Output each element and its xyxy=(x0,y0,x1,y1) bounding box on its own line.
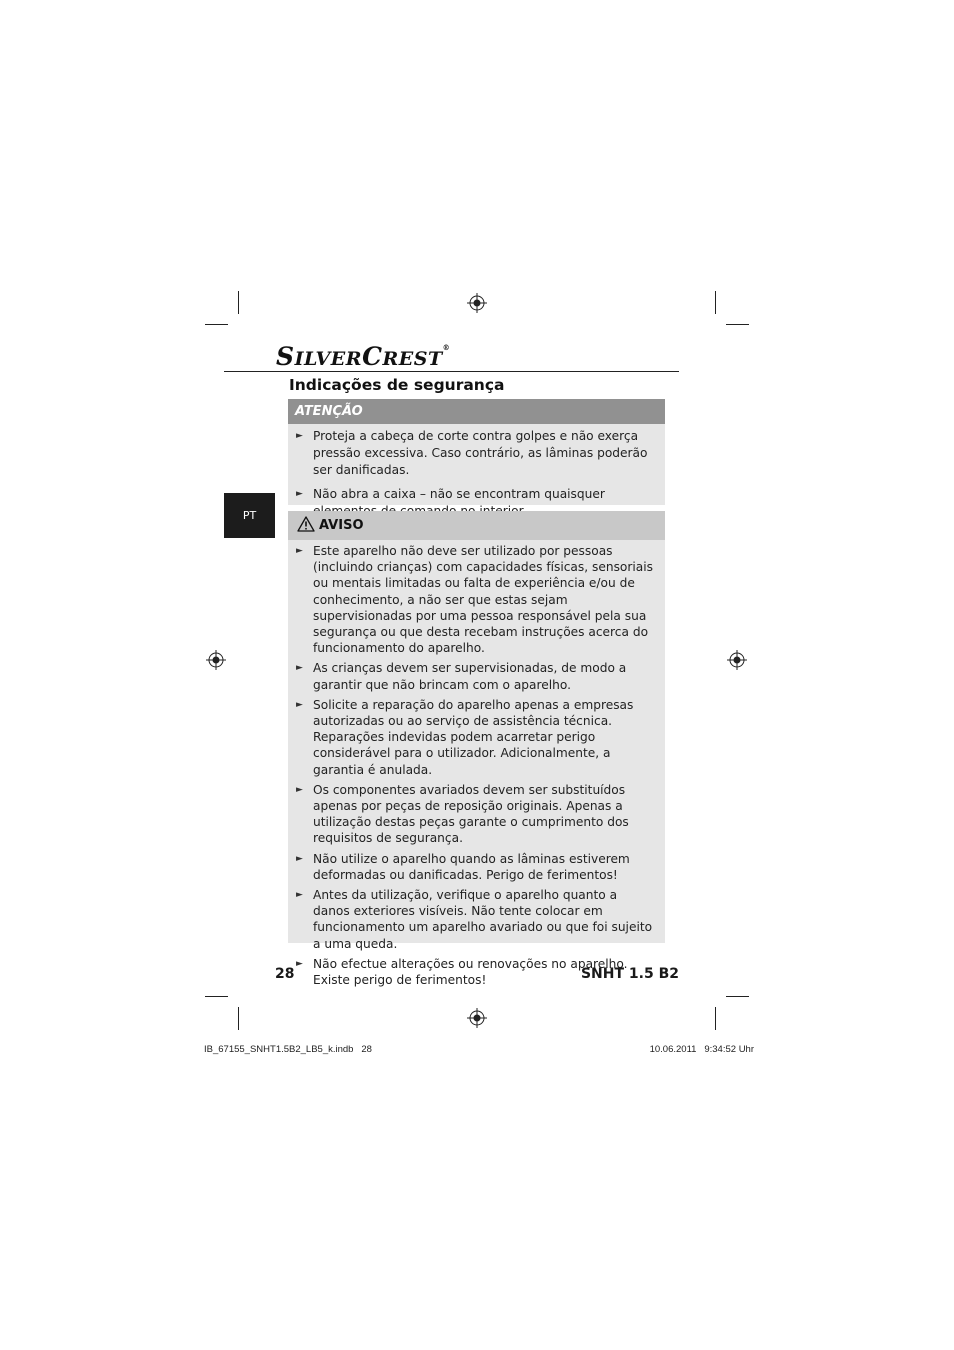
list-item-text: Este aparelho não deve ser utilizado por pessoas (incluindo crianças) com capacidades físicas, sensoriais ou mentais limitadas ou falta de experiência e/ou de conhecimento, a não ser que estas sejam supervisionadas por uma pessoa responsável pela sua segurança ou que desta recebam instruções acerca do funcionamento do aparelho. xyxy=(313,544,653,656)
header-rule xyxy=(224,371,679,372)
list-item xyxy=(296,887,655,952)
page-title: Indicações de segurança xyxy=(289,376,505,394)
bullet-arrow-icon: ► xyxy=(296,784,303,795)
attention-header: ATENÇÃO xyxy=(288,399,665,424)
list-item xyxy=(296,543,655,656)
attention-box xyxy=(288,399,665,505)
language-tab: PT xyxy=(224,493,275,538)
list-item-text: Não abra a caixa – não se encontram quaisquer xyxy=(313,487,605,501)
registration-mark-icon xyxy=(727,650,747,670)
logo-part: REST xyxy=(382,348,443,370)
list-item xyxy=(296,697,655,778)
list-item xyxy=(296,660,655,692)
list-item-text: Não efectue alterações ou renovações no aparelho. Existe perigo de ferimentos! xyxy=(313,956,628,988)
list-item-text: As crianças devem ser supervisionadas, de modo a garantir que não brincam com o aparelho. xyxy=(313,661,627,692)
bullet-arrow-icon: ► xyxy=(296,699,303,710)
crop-mark xyxy=(726,996,749,997)
bullet-arrow-icon: ► xyxy=(296,958,303,969)
page-number: 28 xyxy=(275,966,295,982)
list-item-text: Não utilize o aparelho quando as lâminas estiverem deformadas ou danificadas. Perigo de ferimentos! xyxy=(313,851,630,882)
registration-mark-icon xyxy=(467,1008,487,1028)
crop-mark xyxy=(238,1007,239,1030)
list-item-text: Os componentes avariados devem ser substituídos apenas por peças de reposição originais. Apenas a utilização destas peças garante o cumprimento dos requisitos de segurança. xyxy=(313,782,629,846)
logo-part: ILVER xyxy=(294,348,363,370)
warning-label: AVISO xyxy=(319,518,364,533)
list-item-text: Antes da utilização, verifique o aparelho quanto a danos exteriores visíveis. Não tente colocar em funcionamento um aparelho avariado ou que foi sujeito a uma queda. xyxy=(313,888,653,951)
list-item xyxy=(296,851,655,883)
crop-mark xyxy=(205,996,228,997)
print-slug-timestamp: 10.06.2011 9:34:52 Uhr xyxy=(649,1044,754,1055)
crop-mark xyxy=(715,1007,716,1030)
warning-triangle-icon xyxy=(297,516,315,532)
logo-part: C xyxy=(362,342,383,371)
logo-part: S xyxy=(276,342,295,371)
model-number: SNHT 1.5 B2 xyxy=(580,966,679,982)
list-item xyxy=(296,782,655,847)
crop-mark xyxy=(726,324,749,325)
bullet-arrow-icon: ► xyxy=(296,853,303,864)
registration-mark-icon xyxy=(206,650,226,670)
crop-mark xyxy=(715,291,716,314)
bullet-arrow-icon: ► xyxy=(296,663,303,674)
list-item-text: Solicite a reparação do aparelho apenas a empresas autorizadas ou ao serviço de assistência técnica. Reparações indevidas podem acarretar perigo considerável para o utilizador. Adicionalmente, a garantia é anulada. xyxy=(313,697,634,777)
registered-mark: ® xyxy=(442,343,451,352)
bullet-arrow-icon: ► xyxy=(296,489,303,499)
warning-list xyxy=(288,540,665,988)
brand-logo xyxy=(276,344,450,369)
crop-mark xyxy=(205,324,228,325)
bullet-arrow-icon: ► xyxy=(296,890,303,901)
attention-list xyxy=(288,424,665,520)
crop-mark xyxy=(238,291,239,314)
print-slug-file: IB_67155_SNHT1.5B2_LB5_k.indb 28 xyxy=(204,1044,372,1055)
bullet-arrow-icon: ► xyxy=(296,546,303,556)
list-item xyxy=(296,428,655,479)
bullet-arrow-icon: ► xyxy=(296,431,303,441)
warning-header xyxy=(288,511,665,540)
registration-mark-icon xyxy=(467,293,487,313)
list-item-text: Proteja a cabeça de corte contra golpes e não exerça pressão excessiva. Caso contrário, as lâminas poderão ser danificadas. xyxy=(313,429,648,477)
